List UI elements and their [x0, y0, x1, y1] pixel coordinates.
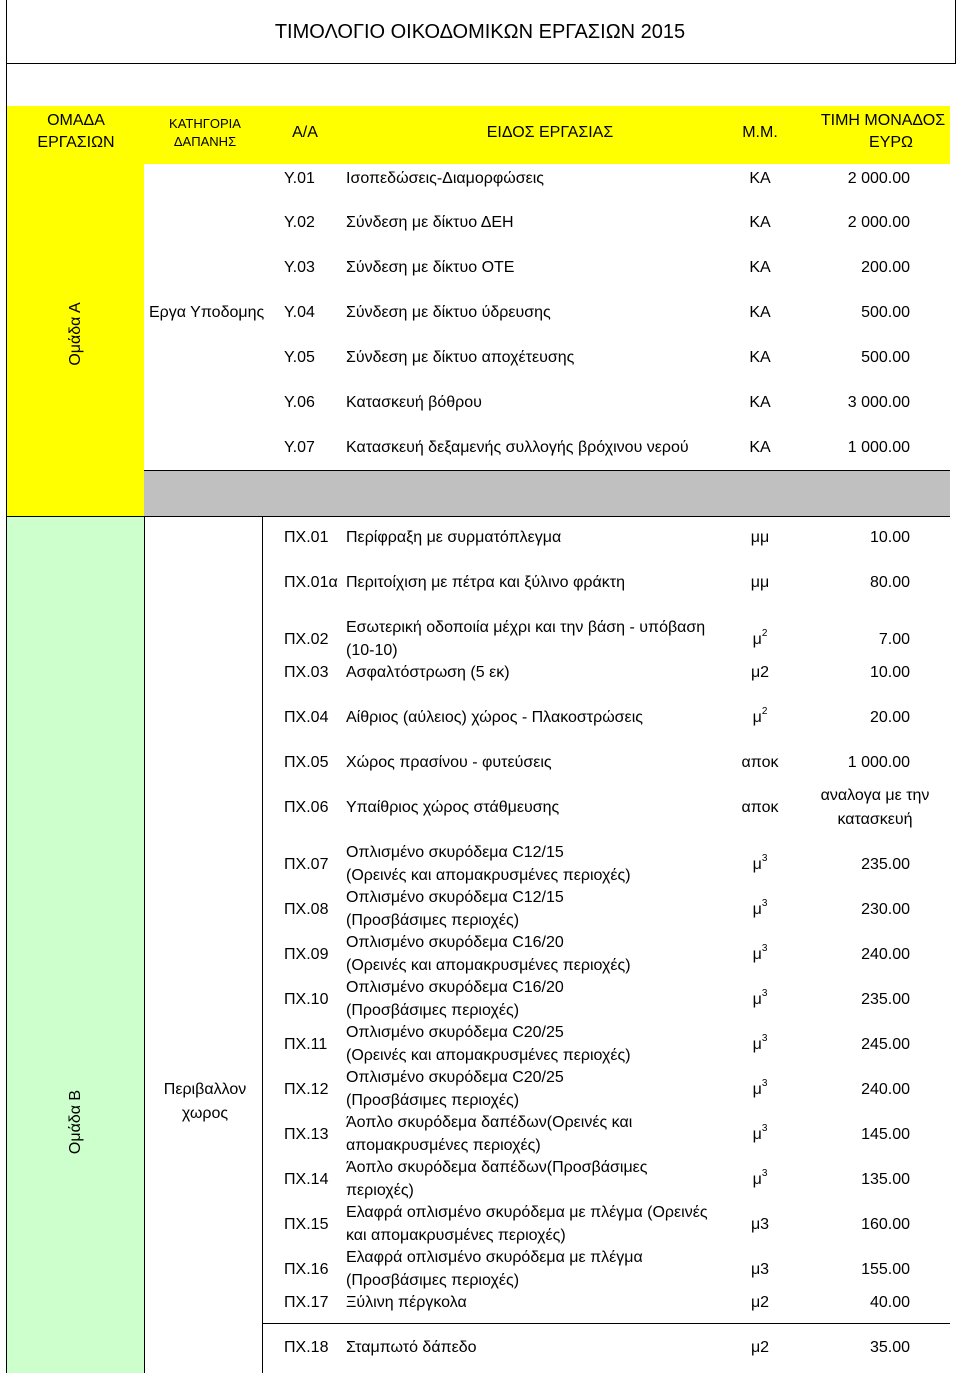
table-row-desc: Κατασκευή δεξαμενής συλλογής βρόχινου νερού	[346, 439, 689, 456]
table-row-desc: Χώρος πρασίνου - φυτεύσεις	[346, 754, 552, 771]
group-b-band	[6, 516, 144, 1373]
table-row-price: 235.00	[861, 991, 910, 1008]
table-row-code: ΠΧ.07	[284, 856, 329, 873]
unit-text: μ	[752, 631, 762, 648]
table-row-code: ΠΧ.16	[284, 1261, 329, 1278]
table-row-code: Υ.07	[284, 439, 315, 456]
table-row-desc-line2: και απομακρυσμένες περιοχές)	[346, 1227, 566, 1244]
unit-text: μ2	[750, 1339, 770, 1356]
table-row-code: ΠΧ.01α	[284, 574, 338, 591]
table-row-price: 200.00	[861, 259, 910, 276]
unit-text: μ	[752, 1036, 762, 1053]
unit-text: μ	[752, 1081, 762, 1098]
unit-text: μ2	[750, 1294, 770, 1311]
header-description: ΕΙΔΟΣ ΕΡΓΑΣΙΑΣ	[486, 124, 614, 141]
table-row-unit: ΚΑ	[749, 394, 771, 411]
table-row-desc: Σύνδεση με δίκτυο ΟΤΕ	[346, 259, 515, 276]
group-separator-row	[144, 470, 950, 516]
unit-superscript: 3	[761, 1078, 768, 1089]
header-price: ΤΙΜΗ ΜΟΝΑΔΟΣ ΕΥΡΩ	[820, 112, 946, 151]
table-row-desc: Άοπλο σκυρόδεμα δαπέδων(Προσβάσιμες	[346, 1159, 648, 1176]
unit-text: μ	[752, 946, 762, 963]
table-row-code: Υ.03	[284, 259, 315, 276]
table-row-code: ΠΧ.02	[284, 631, 329, 648]
group-a-category: Εργα Υποδομης	[149, 304, 265, 321]
unit-superscript: 3	[761, 898, 768, 909]
unit-text: αποκ	[741, 799, 779, 816]
table-row-price-line2: κατασκευή	[837, 811, 913, 828]
table-row-code: ΠΧ.04	[284, 709, 329, 726]
table-row-price: 40.00	[869, 1294, 910, 1311]
page-title: ΤΙΜΟΛΟΓΙΟ ΟΙΚΟΔΟΜΙΚΩΝ ΕΡΓΑΣΙΩΝ 2015	[274, 21, 686, 43]
table-row-code: ΠΧ.14	[284, 1171, 329, 1188]
table-row-desc-line2: (Προσβάσιμες περιοχές)	[346, 1092, 520, 1109]
table-row-code: Υ.02	[284, 214, 315, 231]
table-row-price: 7.00	[878, 631, 910, 648]
table-row-unit: ΚΑ	[749, 304, 771, 321]
table-row-price: 1 000.00	[847, 754, 910, 771]
table-row-code: ΠΧ.18	[284, 1339, 329, 1356]
unit-text: μ3	[750, 1216, 770, 1233]
unit-text: μ	[752, 901, 762, 918]
table-row-code: ΠΧ.13	[284, 1126, 329, 1143]
table-row-desc: Σύνδεση με δίκτυο ΔΕΗ	[346, 214, 514, 231]
unit-superscript: 3	[761, 1123, 768, 1134]
table-row-price: 235.00	[861, 856, 910, 873]
table-row-code: ΠΧ.17	[284, 1294, 329, 1311]
table-row-unit: ΚΑ	[749, 214, 771, 231]
divider-category-col	[262, 516, 263, 1373]
table-row-desc-line2: (Προσβάσιμες περιοχές)	[346, 1272, 520, 1289]
table-row-unit: ΚΑ	[749, 349, 771, 366]
divider-group-col	[144, 516, 145, 1373]
header-code: Α/Α	[292, 124, 318, 141]
table-row-desc: Οπλισμένο σκυρόδεμα C16/20	[346, 979, 564, 996]
unit-text: μ	[752, 856, 762, 873]
table-row-desc: Οπλισμένο σκυρόδεμα C12/15	[346, 844, 564, 861]
table-row-desc: Οπλισμένο σκυρόδεμα C20/25	[346, 1024, 564, 1041]
unit-text: αποκ	[741, 754, 779, 771]
unit-text: μμ	[750, 574, 770, 591]
table-row-desc: Άοπλο σκυρόδεμα δαπέδων(Ορεινές και	[346, 1114, 633, 1131]
table-row-unit	[720, 799, 800, 817]
table-row-price: 10.00	[869, 529, 910, 546]
table-row-code: ΠΧ.06	[284, 799, 329, 816]
table-row-desc: Ξύλινη πέργκολα	[346, 1294, 467, 1311]
unit-superscript: 3	[761, 853, 768, 864]
unit-superscript: 2	[761, 628, 768, 639]
separator-top	[144, 470, 950, 471]
table-row-price: 500.00	[861, 349, 910, 366]
table-row-desc: Σταμπωτό δάπεδο	[346, 1339, 477, 1356]
table-row-unit: ΚΑ	[749, 439, 771, 456]
table-row-price: 20.00	[869, 709, 910, 726]
table-row-desc: Ελαφρά οπλισμένο σκυρόδεμα με πλέγμα (Ορεινές	[346, 1204, 708, 1221]
table-row-price: 2 000.00	[847, 214, 910, 231]
table-row-desc: Οπλισμένο σκυρόδεμα C20/25	[346, 1069, 564, 1086]
table-row-desc-line2: (Προσβάσιμες περιοχές)	[346, 1002, 520, 1019]
row-rule-1	[262, 1323, 950, 1324]
table-row-price: 245.00	[861, 1036, 910, 1053]
table-row-desc: Ασφαλτόστρωση (5 εκ)	[346, 664, 510, 681]
border-left	[6, 0, 7, 1373]
table-row-unit: ΚΑ	[749, 170, 771, 187]
group-b-label: Ομάδα Β	[67, 1089, 84, 1155]
unit-text: μ	[752, 1171, 762, 1188]
table-row-desc: Σύνδεση με δίκτυο ύδρευσης	[346, 304, 551, 321]
table-row-price: 145.00	[861, 1126, 910, 1143]
table-row-desc-line2: περιοχές)	[346, 1182, 414, 1199]
table-row-desc: Σύνδεση με δίκτυο αποχέτευσης	[346, 349, 575, 366]
unit-text: μ3	[750, 1261, 770, 1278]
header-unit: Μ.Μ.	[742, 124, 778, 141]
unit-superscript: 3	[761, 988, 768, 999]
table-row-desc: Ελαφρά οπλισμένο σκυρόδεμα με πλέγμα	[346, 1249, 643, 1266]
table-row-code: ΠΧ.10	[284, 991, 329, 1008]
table-row-unit: ΚΑ	[749, 259, 771, 276]
table-row-code: Υ.01	[284, 170, 315, 187]
table-row-code: ΠΧ.11	[284, 1036, 328, 1053]
table-row-desc-line2: (Ορεινές και απομακρυσμένες περιοχές)	[346, 867, 631, 884]
table-row-price: 155.00	[861, 1261, 910, 1278]
table-row-price: 135.00	[861, 1171, 910, 1188]
table-row-code: ΠΧ.01	[284, 529, 329, 546]
table-row-code: ΠΧ.03	[284, 664, 329, 681]
border-right	[955, 0, 956, 64]
table-row-desc-line2: (Προσβάσιμες περιοχές)	[346, 912, 520, 929]
unit-superscript: 3	[761, 1033, 768, 1044]
table-row-price: 500.00	[861, 304, 910, 321]
table-row-desc: Υπαίθριος χώρος στάθμευσης	[346, 799, 560, 816]
table-row-desc-line2: (10-10)	[346, 642, 398, 659]
table-row-desc-line2: απομακρυσμένες περιοχές)	[346, 1137, 541, 1154]
table-row-desc: Οπλισμένο σκυρόδεμα C16/20	[346, 934, 564, 951]
table-row-code: ΠΧ.05	[284, 754, 329, 771]
table-row-code: Υ.05	[284, 349, 315, 366]
unit-text: μ	[752, 991, 762, 1008]
table-row-desc-line2: (Ορεινές και απομακρυσμένες περιοχές)	[346, 957, 631, 974]
unit-text: μ	[752, 1126, 762, 1143]
table-row-price: 240.00	[861, 1081, 910, 1098]
group-a-label: Ομάδα Α	[67, 302, 84, 366]
table-row-code: ΠΧ.09	[284, 946, 329, 963]
table-row-desc: Εσωτερική οδοποιία μέχρι και την βάση - υπόβαση	[346, 619, 706, 636]
table-row-code: ΠΧ.12	[284, 1081, 329, 1098]
table-row-price: 10.00	[869, 664, 910, 681]
table-row-price: 80.00	[869, 574, 910, 591]
header-group: ΟΜΑΔΑ ΕΡΓΑΣΙΩΝ	[37, 112, 115, 151]
table-row-price: 35.00	[869, 1339, 910, 1356]
table-row-price: 240.00	[861, 946, 910, 963]
table-row-desc: Κατασκευή βόθρου	[346, 394, 482, 411]
separator-bottom	[6, 516, 950, 517]
table-row-desc: Οπλισμένο σκυρόδεμα C12/15	[346, 889, 564, 906]
table-row-code: Υ.04	[284, 304, 315, 321]
table-row-desc: Περίφραξη με συρματόπλεγμα	[346, 529, 562, 546]
unit-text: μ2	[750, 664, 770, 681]
table-row-desc: Περιτοίχιση με πέτρα και ξύλινο φράκτη	[346, 574, 625, 591]
table-row-desc: Ισοπεδώσεις-Διαμορφώσεις	[346, 170, 545, 187]
table-row-code: ΠΧ.08	[284, 901, 329, 918]
unit-superscript: 2	[761, 706, 768, 717]
table-row-code: ΠΧ.15	[284, 1216, 329, 1233]
group-b-category: Περιβαλλον χωρος	[163, 1081, 247, 1122]
header-category: ΚΑΤΗΓΟΡΙΑ ΔΑΠΑΝΗΣ	[169, 116, 241, 149]
table-row-price: 160.00	[861, 1216, 910, 1233]
table-row-desc-line2: (Ορεινές και απομακρυσμένες περιοχές)	[346, 1047, 631, 1064]
table-row-price: 3 000.00	[847, 394, 910, 411]
table-row-price: 2 000.00	[847, 170, 910, 187]
table-row-price: αναλογα με την	[820, 787, 930, 804]
unit-superscript: 3	[761, 1168, 768, 1179]
unit-text: μμ	[750, 529, 770, 546]
table-row-desc: Αίθριος (αύλειος) χώρος - Πλακοστρώσεις	[346, 709, 643, 726]
table-row-code: Υ.06	[284, 394, 315, 411]
table-row-price: 1 000.00	[847, 439, 910, 456]
unit-text: μ	[752, 709, 762, 726]
table-row-price: 230.00	[861, 901, 910, 918]
unit-superscript: 3	[761, 943, 768, 954]
